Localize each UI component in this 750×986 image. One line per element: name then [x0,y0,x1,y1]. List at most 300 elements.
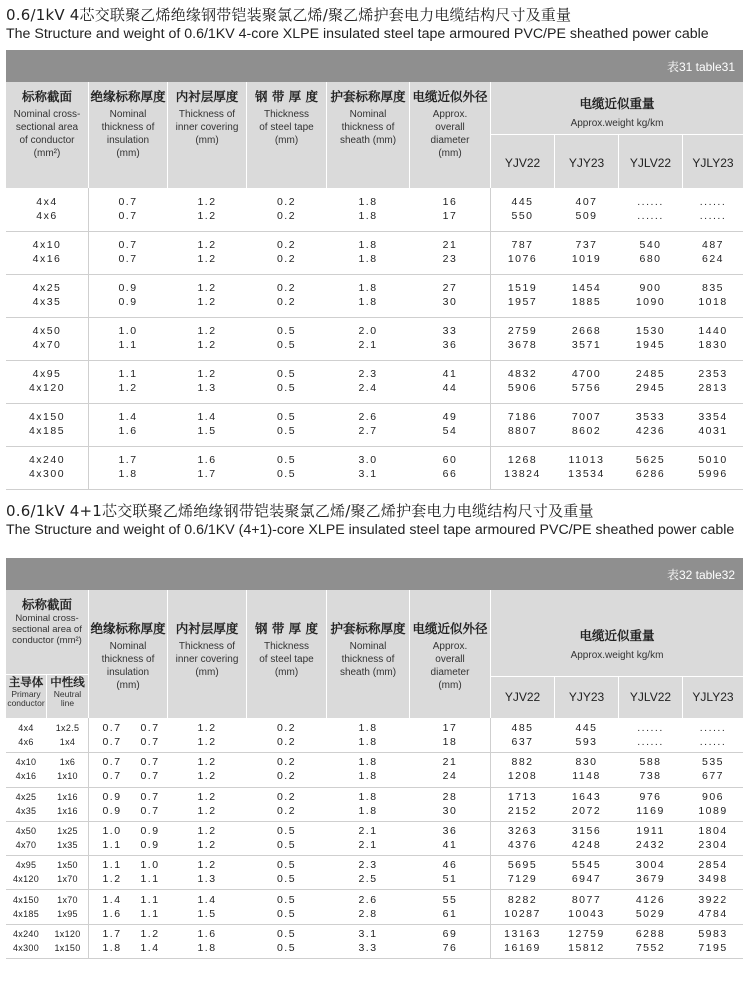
section-cell-value: 4x50 [32,325,62,337]
primary-conductor-cell-value: 4x185 [12,908,40,919]
yjlv22-cell-value: 3004 [635,859,666,872]
yjy23-cell-value: 4700 [571,368,602,380]
yjy23-cell [555,410,618,438]
yjlv22-cell [619,790,682,818]
diameter-cell-value: 17 [442,210,458,222]
yjv22-cell-value: 882 [511,756,534,769]
yjy23-cell-value: 7007 [571,411,602,423]
yjv22-cell [491,824,554,852]
yjlv22-cell [619,453,682,481]
yjlv22-cell-value: ...... [637,722,664,734]
t2-header-primary-en: Primary conductor [7,689,45,708]
t1-header-sheath [327,82,409,147]
sheath-cell-value: 3.1 [358,468,378,480]
yjly23-cell-value: 2304 [698,838,728,851]
inner-covering-cell-value: 1.7 [197,468,217,480]
yjv22-cell-value: 5906 [507,382,538,394]
yjly23-cell-value: 5983 [698,927,728,940]
insulation-primary-cell-value: 1.2 [102,873,122,886]
yjy23-cell-value: 445 [575,722,598,734]
t1-header-steel-cn: 钢 带 厚 度 [254,89,319,104]
t2-header-inner-cn: 内衬层厚度 [175,621,239,636]
insulation-cell [89,324,167,352]
t1-col-yjy23: YJY23 [568,156,605,170]
table-row [6,360,743,404]
t1-header-inner [168,82,246,147]
inner-covering-cell [168,755,246,783]
table-row [6,855,743,890]
steel-tape-cell-value: 0.2 [276,210,297,222]
yjv22-cell-value: 7129 [507,873,538,886]
table2-body [6,718,743,958]
diameter-cell [410,195,490,223]
diameter-cell-value: 49 [442,411,458,423]
yjlv22-cell-value: 738 [639,770,662,783]
yjv22-cell-value: 10287 [504,907,541,920]
primary-conductor-cell-value: 4x16 [15,771,37,782]
yjlv22-cell [619,324,682,352]
yjly23-cell [683,755,743,783]
sheath-cell-value: 1.8 [358,756,378,769]
yjlv22-cell-value: 1911 [636,824,665,837]
sheath-cell-value: 2.5 [358,873,378,886]
sheath-cell [327,927,409,955]
t1-header-sheath-en: Nominal thickness of sheath (mm) [339,109,397,146]
yjly23-cell-value: 677 [701,770,725,783]
yjy23-cell-value: 10043 [568,907,605,920]
sheath-cell [327,824,409,852]
diameter-cell-value: 16 [442,196,458,208]
table-row [6,317,743,361]
yjy23-cell [555,453,618,481]
t1-header-section-cn: 标称截面 [21,89,72,104]
insulation-cell-value: 1.4 [118,411,138,423]
yjy23-cell-value: 407 [575,196,598,208]
yjv22-cell-value: 4832 [507,368,538,380]
yjv22-cell [491,790,554,818]
yjlv22-cell [619,195,682,223]
t1-header-dia [410,82,490,160]
insulation-neutral-cell-value: 0.7 [140,770,160,783]
yjly23-cell [683,324,743,352]
yjv22-cell [491,324,554,352]
insulation-cell [89,195,167,223]
steel-tape-cell-value: 0.2 [276,239,297,251]
primary-conductor-cell [6,893,46,921]
yjv22-cell [491,858,554,886]
sheath-cell-value: 2.3 [358,859,378,872]
sheath-cell-value: 2.1 [358,824,378,837]
yjly23-cell [683,790,743,818]
diameter-cell-value: 28 [442,790,458,803]
inner-covering-cell-value: 1.5 [197,425,217,437]
yjlv22-cell-value: 1530 [635,325,666,337]
steel-tape-cell [247,893,326,921]
t2-header-ins [89,590,167,692]
yjlv22-cell-value: 976 [639,790,662,803]
inner-covering-cell-value: 1.2 [197,722,217,734]
inner-covering-cell-value: 1.5 [197,907,217,920]
sheath-cell [327,195,409,223]
diameter-cell [410,281,490,309]
table1-number: 表31 table31 [666,60,735,74]
yjlv22-cell-value: 1945 [635,339,666,351]
yjly23-cell-value: 4784 [698,907,728,920]
neutral-line-cell [47,790,88,818]
table2-number-bar [6,558,743,590]
steel-tape-cell-value: 0.5 [276,824,297,837]
t1-header-section-en: Nominal cross-sectional area of conductor (mm²) [13,109,81,159]
steel-tape-cell-value: 0.5 [276,382,297,394]
yjv22-cell-value: 2152 [507,804,538,817]
neutral-line-cell [47,824,88,852]
steel-tape-cell [247,324,326,352]
sheath-cell [327,367,409,395]
t1-header-weight [491,94,743,129]
insulation-neutral-cell-value: 0.9 [140,824,160,837]
yjv22-cell-value: 5695 [507,859,538,872]
yjlv22-cell-value: 7552 [635,941,666,954]
insulation-neutral-cell-value: 1.1 [140,873,160,886]
yjly23-cell-value: 1804 [698,824,728,837]
inner-covering-cell [168,367,246,395]
steel-tape-cell [247,195,326,223]
yjlv22-cell-value: 6288 [635,927,666,940]
inner-covering-cell-value: 1.2 [197,239,217,251]
table1-title-cn: 0.6/1kV 4芯交联聚乙烯绝缘钢带铠装聚氯乙烯/聚乙烯护套电力电缆结构尺寸及重量 [6,6,572,24]
inner-covering-cell-value: 1.2 [197,824,217,837]
yjlv22-cell-value: 1169 [636,804,665,817]
neutral-line-cell [47,893,88,921]
neutral-line-cell-value: 1x120 [54,928,81,939]
t2-header-section [6,590,88,646]
t2-header-section-en: Nominal cross-sectional area of conductor (mm²) [12,613,82,646]
yjly23-cell-value: 1089 [698,804,728,817]
insulation-cell [89,367,167,395]
section-cell-value: 4x300 [28,468,66,480]
inner-covering-cell-value: 1.2 [197,325,217,337]
primary-conductor-cell [6,824,46,852]
steel-tape-cell-value: 0.2 [276,296,297,308]
inner-covering-cell-value: 1.4 [197,411,217,423]
insulation-neutral-cell-value: 1.1 [140,907,160,920]
t1-col-yjlv22: YJLV22 [629,156,672,170]
diameter-cell-value: 54 [442,425,458,437]
yjy23-cell-value: 1148 [572,770,601,783]
diameter-cell [410,858,490,886]
sheath-cell [327,755,409,783]
yjv22-cell [491,238,554,266]
diameter-cell [410,453,490,481]
inner-covering-cell-value: 1.6 [197,454,217,466]
yjly23-cell [683,195,743,223]
yjly23-cell-value: 1018 [698,296,728,308]
steel-tape-cell-value: 0.2 [276,736,297,748]
section-cell-value: 4x16 [32,253,62,265]
diameter-cell [410,721,490,749]
yjlv22-cell [619,281,682,309]
yjlv22-cell [619,927,682,955]
insulation-neutral-cell [131,893,169,921]
section-cell-value: 4x185 [28,425,66,437]
yjlv22-cell-value: 5625 [635,454,666,466]
yjly23-cell-value: 1830 [698,339,728,351]
neutral-line-cell-value: 1x16 [57,791,78,802]
yjv22-cell [491,755,554,783]
neutral-line-cell-value: 1x35 [57,839,78,850]
inner-covering-cell [168,721,246,749]
section-cell [6,453,88,481]
section-cell-value: 4x6 [36,210,58,222]
diameter-cell [410,824,490,852]
insulation-primary-cell-value: 1.1 [102,838,122,851]
yjlv22-cell-value: 6286 [635,468,666,480]
table1-title-en: The Structure and weight of 0.6/1KV 4-core XLPE insulated steel tape armoured PVC/PE sheathed power cable [6,26,709,42]
t2-header-dia-cn: 电缆近似外径 [412,621,488,636]
steel-tape-cell [247,453,326,481]
t2-col-yjv22: YJV22 [504,690,541,704]
yjy23-cell [555,790,618,818]
insulation-cell-value: 0.9 [118,282,138,294]
sheath-cell [327,721,409,749]
inner-covering-cell-value: 1.2 [197,339,217,351]
diameter-cell-value: 41 [442,838,458,851]
steel-tape-cell-value: 0.2 [276,722,297,734]
steel-tape-cell-value: 0.2 [276,756,297,769]
yjly23-cell-value: 5996 [698,468,728,480]
yjly23-cell [683,893,743,921]
section-cell-value: 4x120 [28,382,66,394]
yjy23-cell-value: 737 [575,239,598,251]
sheath-cell-value: 1.8 [358,790,378,803]
insulation-neutral-cell-value: 1.4 [140,941,160,954]
diameter-cell-value: 30 [442,804,458,817]
steel-tape-cell-value: 0.5 [276,339,297,351]
t1-header-inner-cn: 内衬层厚度 [175,89,239,104]
neutral-line-cell [47,755,88,783]
steel-tape-cell [247,410,326,438]
sheath-cell [327,790,409,818]
yjy23-cell-value: 1885 [571,296,602,308]
insulation-primary-cell-value: 1.0 [102,824,122,837]
inner-covering-cell [168,410,246,438]
yjy23-cell-value: 2072 [571,804,602,817]
diameter-cell [410,790,490,818]
sheath-cell [327,453,409,481]
sheath-cell-value: 1.8 [358,770,378,783]
sheath-cell-value: 3.3 [358,941,378,954]
insulation-neutral-cell-value: 0.9 [140,838,160,851]
t1-header-ins [89,82,167,160]
yjy23-cell-value: 1019 [571,253,602,265]
diameter-cell [410,367,490,395]
t2-header-weight-cn: 电缆近似重量 [579,628,655,643]
section-cell-value: 4x70 [32,339,62,351]
table-row [6,924,743,959]
yjy23-cell-value: 6947 [571,873,602,886]
steel-tape-cell-value: 0.2 [276,253,297,265]
table-row [6,446,743,490]
yjly23-cell-value: 487 [701,239,725,251]
yjy23-cell-value: 12759 [568,927,605,940]
primary-conductor-cell-value: 4x50 [15,825,37,836]
primary-conductor-cell-value: 4x35 [15,805,37,816]
t1-header-dia-en: Approx. overall diameter (mm) [430,109,470,159]
inner-covering-cell [168,790,246,818]
sheath-cell-value: 2.0 [358,325,378,337]
diameter-cell [410,927,490,955]
insulation-neutral-cell-value: 0.7 [140,722,160,734]
primary-conductor-cell-value: 4x300 [12,942,40,953]
section-cell-value: 4x95 [32,368,62,380]
t1-header-inner-en: Thickness of inner covering (mm) [175,109,239,146]
yjy23-cell-value: 15812 [568,941,605,954]
primary-conductor-cell-value: 4x4 [18,723,34,733]
steel-tape-cell [247,927,326,955]
steel-tape-cell-value: 0.5 [276,425,297,437]
t1-header-ins-cn: 绝缘标称厚度 [90,89,166,104]
diameter-cell-value: 17 [442,722,458,734]
primary-conductor-cell [6,927,46,955]
t2-header-sheath [327,590,409,679]
t2-header-inner [168,590,246,679]
insulation-cell [89,453,167,481]
sheath-cell-value: 3.0 [358,454,378,466]
yjly23-cell-value: ...... [699,196,727,208]
yjv22-cell-value: 13824 [504,468,541,480]
steel-tape-cell-value: 0.2 [276,770,297,783]
inner-covering-cell [168,893,246,921]
inner-covering-cell-value: 1.3 [197,382,217,394]
inner-covering-cell-value: 1.2 [197,296,217,308]
section-cell-value: 4x35 [32,296,62,308]
yjly23-cell-value: 3922 [698,893,728,906]
neutral-line-cell-value: 1x70 [57,894,78,905]
t1-col-yjv22: YJV22 [504,156,541,170]
yjv22-cell-value: 445 [511,196,534,208]
inner-covering-cell-value: 1.2 [197,804,217,817]
yjlv22-cell [619,367,682,395]
t1-header-sheath-cn: 护套标称厚度 [330,89,406,104]
inner-covering-cell-value: 1.4 [197,893,217,906]
yjlv22-cell-value: 680 [639,253,662,265]
t1-header-steel-en: Thickness of steel tape (mm) [259,109,314,146]
insulation-cell [89,281,167,309]
diameter-cell-value: 24 [442,770,458,783]
yjy23-cell-value: 8602 [571,425,602,437]
sheath-cell-value: 1.8 [358,722,378,734]
sheath-cell-value: 2.6 [358,893,378,906]
insulation-cell-value: 1.0 [118,325,138,337]
insulation-primary-cell [93,790,131,818]
insulation-primary-cell-value: 0.9 [102,804,122,817]
diameter-cell-value: 66 [442,468,458,480]
yjlv22-cell [619,238,682,266]
sheath-cell-value: 1.8 [358,282,378,294]
insulation-primary-cell [93,893,131,921]
section-cell-value: 4x25 [32,282,62,294]
steel-tape-cell-value: 0.5 [276,893,297,906]
table-row [6,821,743,856]
table-row [6,274,743,318]
yjy23-cell-value: 4248 [571,838,602,851]
neutral-line-cell-value: 1x4 [59,737,76,747]
diameter-cell [410,324,490,352]
yjy23-cell [555,195,618,223]
primary-conductor-cell [6,790,46,818]
sheath-cell-value: 1.8 [358,239,378,251]
yjv22-cell-value: 13163 [504,927,541,940]
neutral-line-cell-value: 1x6 [59,757,76,768]
primary-conductor-cell-value: 4x120 [12,874,40,885]
inner-covering-cell [168,324,246,352]
insulation-cell [89,238,167,266]
t2-header-weight-en: Approx.weight kg/km [570,650,664,661]
table-row [6,231,743,275]
insulation-primary-cell [93,858,131,886]
yjly23-cell [683,281,743,309]
yjlv22-cell-value: 3533 [635,411,666,423]
insulation-primary-cell-value: 1.4 [102,893,122,906]
yjy23-cell [555,927,618,955]
sheath-cell [327,281,409,309]
steel-tape-cell [247,721,326,749]
neutral-line-cell-value: 1x2.5 [55,723,80,733]
inner-covering-cell-value: 1.2 [197,736,217,748]
section-cell [6,281,88,309]
insulation-cell-value: 0.7 [118,196,138,208]
sheath-cell-value: 2.3 [358,368,378,380]
diameter-cell-value: 18 [442,736,458,748]
t1-header-weight-en: Approx.weight kg/km [570,118,664,129]
neutral-line-cell-value: 1x25 [57,825,78,836]
table-row [6,403,743,447]
section-cell [6,238,88,266]
inner-covering-cell [168,927,246,955]
yjlv22-cell-value: 5029 [635,907,666,920]
diameter-cell-value: 23 [442,253,458,265]
yjly23-cell-value: 535 [701,756,725,769]
section-cell [6,324,88,352]
steel-tape-cell-value: 0.2 [276,804,297,817]
yjy23-cell-value: 11013 [568,454,605,466]
insulation-neutral-cell-value: 1.0 [140,859,160,872]
t2-header-steel-en: Thickness of steel tape (mm) [259,641,314,678]
yjly23-cell-value: 1440 [698,325,728,337]
steel-tape-cell-value: 0.5 [276,454,297,466]
inner-covering-cell-value: 1.2 [197,282,217,294]
t1-header-weight-divider [491,134,743,135]
yjlv22-cell [619,755,682,783]
steel-tape-cell [247,755,326,783]
neutral-line-cell [47,927,88,955]
inner-covering-cell-value: 1.2 [197,253,217,265]
table-row [6,787,743,822]
yjlv22-cell [619,858,682,886]
steel-tape-cell-value: 0.2 [276,196,297,208]
diameter-cell-value: 27 [442,282,458,294]
sheath-cell [327,238,409,266]
sheath-cell [327,324,409,352]
diameter-cell-value: 60 [442,454,458,466]
insulation-cell-value: 0.7 [118,210,138,222]
yjy23-cell [555,721,618,749]
yjlv22-cell [619,893,682,921]
diameter-cell-value: 41 [442,368,458,380]
steel-tape-cell-value: 0.5 [276,927,297,940]
primary-conductor-cell-value: 4x6 [18,737,34,747]
yjlv22-cell-value: 2945 [635,382,666,394]
